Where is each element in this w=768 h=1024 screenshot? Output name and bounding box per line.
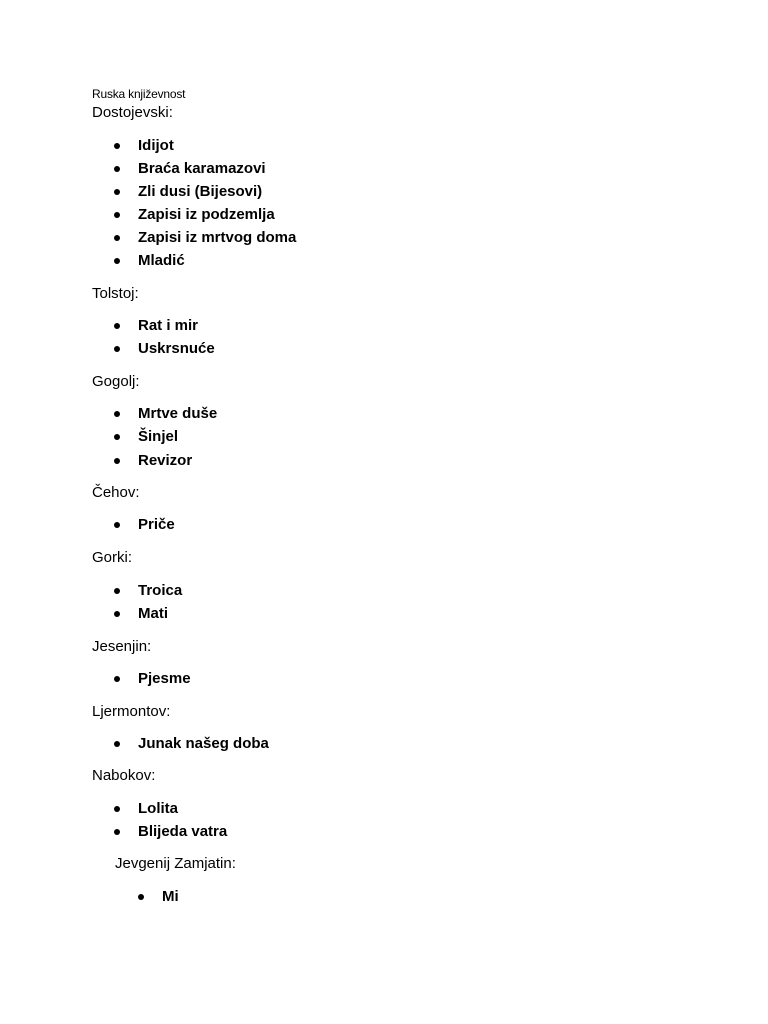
book-item: Šinjel — [138, 428, 179, 445]
book-item: Junak našeg doba — [138, 735, 269, 752]
author-heading: Gorki: — [92, 549, 133, 566]
author-heading: Jesenjin: — [92, 638, 152, 655]
bullet-icon — [114, 212, 120, 218]
book-item: Pjesme — [138, 670, 191, 687]
book-item: Revizor — [138, 452, 193, 469]
author-heading: Ljermontov: — [92, 703, 171, 720]
author-heading: Gogolj: — [92, 373, 140, 390]
book-item: Mi — [162, 888, 179, 905]
book-item: Rat i mir — [138, 317, 199, 334]
bullet-icon — [114, 189, 120, 195]
document-title: Ruska književnost — [92, 87, 186, 101]
author-heading: Tolstoj: — [92, 285, 139, 302]
book-item: Mrtve duše — [138, 405, 218, 422]
book-item: Mladić — [138, 252, 185, 269]
bullet-icon — [114, 166, 120, 172]
bullet-icon — [114, 346, 120, 352]
bullet-icon — [138, 894, 144, 900]
bullet-icon — [114, 741, 120, 747]
author-heading: Čehov: — [92, 484, 140, 501]
bullet-icon — [114, 411, 120, 417]
bullet-icon — [114, 258, 120, 264]
book-item: Priče — [138, 516, 175, 533]
bullet-icon — [114, 434, 120, 440]
bullet-icon — [114, 588, 120, 594]
book-item: Zapisi iz podzemlja — [138, 206, 275, 223]
book-item: Braća karamazovi — [138, 160, 266, 177]
bullet-icon — [114, 829, 120, 835]
bullet-icon — [114, 806, 120, 812]
bullet-icon — [114, 458, 120, 464]
book-item: Zapisi iz mrtvog doma — [138, 229, 297, 246]
author-heading: Dostojevski: — [92, 104, 173, 121]
book-item: Uskrsnuće — [138, 340, 215, 357]
book-item: Mati — [138, 605, 168, 622]
bullet-icon — [114, 676, 120, 682]
book-item: Lolita — [138, 800, 178, 817]
bullet-icon — [114, 143, 120, 149]
author-heading: Nabokov: — [92, 767, 156, 784]
bullet-icon — [114, 323, 120, 329]
book-item: Zli dusi (Bijesovi) — [138, 183, 263, 200]
book-item: Blijeda vatra — [138, 823, 228, 840]
bullet-icon — [114, 611, 120, 617]
author-heading: Jevgenij Zamjatin: — [115, 855, 236, 872]
bullet-icon — [114, 522, 120, 528]
bullet-icon — [114, 235, 120, 241]
book-item: Idijot — [138, 137, 174, 154]
book-item: Troica — [138, 582, 183, 599]
